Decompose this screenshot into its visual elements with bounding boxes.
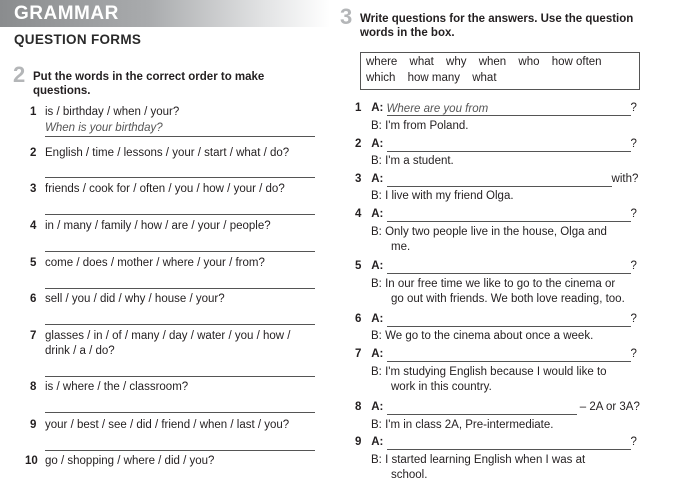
word-what: what [409,56,434,68]
ex3-item-3-answer-line[interactable] [387,173,612,187]
word-box [360,52,640,90]
ex3-item-4-answer-line[interactable] [387,208,631,222]
ex2-item-9: 9 your / best / see / did / friend / when / last / you? [30,419,290,431]
ex2-item-2-prompt: English / time / lessons / your / start / what / do? [45,147,290,159]
ex3-item-3-reply: B: I live with my friend Olga. [371,190,514,202]
exercise-3-instruction [360,12,633,40]
ex2-item-9-prompt: your / best / see / did / friend / when / last / you? [45,419,290,431]
word-box-row-2 [366,72,506,84]
ex3-item-6-question: 6 A: ? [355,313,637,325]
exercise-2-instruction-line2: questions. [33,85,91,97]
ex3-item-7-reply: B: I'm studying English because I would like to work in this country. [371,366,607,393]
ex3-item-2-reply: B: I'm a student. [371,155,454,167]
ex2-item-5-prompt: come / does / mother / where / your / from? [45,257,265,269]
ex3-item-9-reply: B: I started learning English when I was at school. [371,454,586,481]
ex3-item-4-reply: B: Only two people live in the house, Olga and me. [371,226,607,253]
ex3-item-5-answer-line[interactable] [387,260,631,274]
word-when: when [478,56,507,68]
ex2-item-7: 7 glasses / in / of / many / day / water / you / how / drink / a / do? [30,330,291,357]
word-where: where [366,56,398,68]
word-why: why [446,56,467,68]
ex3-item-1-answer-line[interactable]: Where are you from [387,102,631,116]
ex2-item-3-prompt: friends / cook for / often / you / how / your / do? [45,183,285,195]
ex2-item-4-prompt: in / many / family / how / are / your / people? [45,220,271,232]
ex2-item-8: 8 is / where / the / classroom? [30,381,189,393]
ex2-item-10-prompt: go / shopping / where / did / you? [45,455,215,467]
exercise-3-instruction-line1: Write questions for the answers. Use the question [360,13,634,25]
ex2-item-9-answer-line[interactable] [45,436,315,451]
ex2-item-6-answer-line[interactable] [45,310,315,325]
ex2-item-6: 6 sell / you / did / why / house / your? [30,293,225,305]
ex3-item-1-question: 1 A: Where are you from ? [355,102,637,115]
ex2-item-1: 1 is / birthday / when / your? [30,106,180,118]
ex3-item-2-answer-line[interactable] [387,138,631,152]
ex3-item-5-reply: B: In our free time we like to go to the cinema or go out with friends. We both love reading, too. [371,278,625,305]
ex2-item-5-answer-line[interactable] [45,274,315,289]
exercise-2-number: 2 [13,62,26,87]
exercise-2-instruction-line1: Put the words in the correct order to make [33,71,265,83]
word-how-many: how many [407,72,461,84]
ex3-item-6-reply: B: We go to the cinema about once a week. [371,330,594,342]
exercise-3-instruction-line2: words in the box. [360,27,455,39]
ex3-item-9-answer-line[interactable] [387,436,631,450]
ex2-item-4-answer-line[interactable] [45,237,315,252]
word-who: who [518,56,540,68]
ex2-item-8-prompt: is / where / the / classroom? [45,381,189,393]
ex2-item-5: 5 come / does / mother / where / your / from? [30,257,265,269]
ex3-item-2-question: 2 A: ? [355,138,637,150]
ex3-item-8-question: 8 A: – 2A or 3A? [355,401,640,413]
ex2-item-8-answer-line[interactable] [45,398,315,413]
ex2-item-10: 10 go / shopping / where / did / you? [25,455,215,467]
ex2-item-7-prompt-cont: drink / a / do? [45,345,115,357]
ex3-item-9-question: 9 A: ? [355,436,637,448]
exercise-2-instruction [33,70,264,98]
ex2-item-4: 4 in / many / family / how / are / your / people? [30,220,271,232]
ex2-item-1-answer-line[interactable] [45,122,315,137]
ex3-item-1-reply: B: I'm from Poland. [371,120,469,132]
ex3-item-7-question: 7 A: ? [355,348,637,360]
grammar-heading: GRAMMAR [14,3,119,24]
word-box-row-1 [366,56,611,68]
ex2-item-3: 3 friends / cook for / often / you / how / your / do? [30,183,285,195]
ex3-item-3-question: 3 A: with? [355,173,639,185]
ex3-item-6-answer-line[interactable] [387,313,631,327]
ex3-item-8-reply: B: I'm in class 2A, Pre-intermediate. [371,419,554,431]
ex2-item-1-answer: When is your birthday? [45,122,163,134]
ex2-item-1-prompt: is / birthday / when / your? [45,106,180,118]
ex2-item-7-answer-line[interactable] [45,362,315,377]
ex3-item-7-answer-line[interactable] [387,348,631,362]
ex2-item-7-prompt: glasses / in / of / many / day / water / you / how / [45,330,291,342]
exercise-3-number: 3 [340,4,353,29]
ex3-item-8-answer-line[interactable] [387,401,577,415]
ex2-item-2-answer-line[interactable] [45,163,315,178]
ex3-item-4-question: 4 A: ? [355,208,637,220]
word-which: which [366,72,396,84]
word-how-often: how often [551,56,602,68]
word-what-2: what [472,72,497,84]
ex2-item-6-prompt: sell / you / did / why / house / your? [45,293,225,305]
ex2-item-3-answer-line[interactable] [45,200,315,215]
ex2-item-2: 2 English / time / lessons / your / start / what / do? [30,147,290,159]
ex3-item-5-question: 5 A: ? [355,260,637,272]
section-title: QUESTION FORMS [14,32,142,47]
